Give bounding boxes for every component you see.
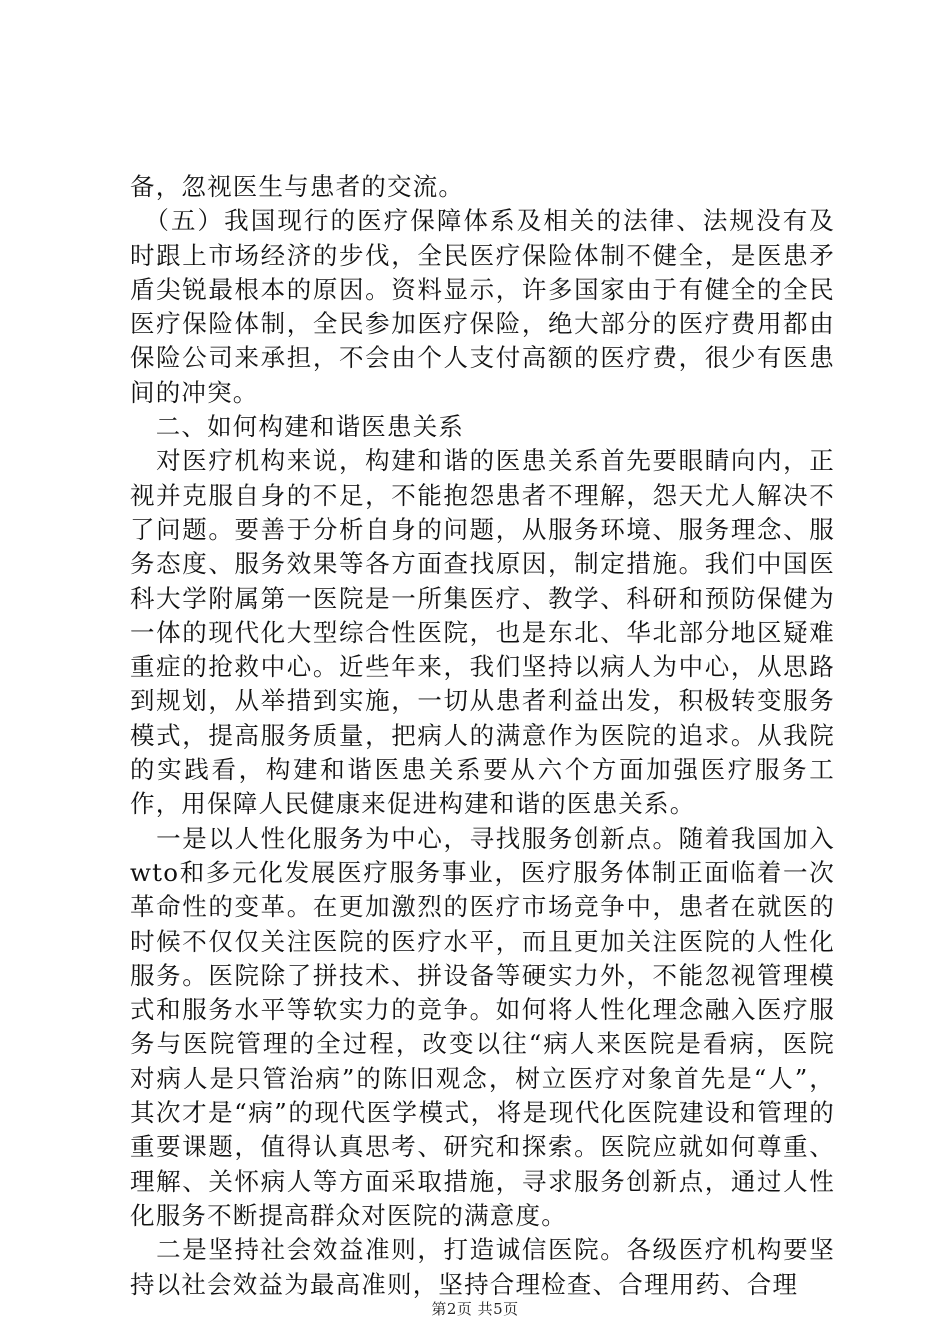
paragraph-continuation: 备，忽视医生与患者的交流。: [130, 172, 465, 201]
paragraph-social-benefit: 二是坚持社会效益准则，打造诚信医院。各级医疗机构要坚持以社会效益为最高准则，坚持合理检查、合理用药、合理: [130, 1235, 835, 1299]
paragraph-medical-institutions: 对医疗机构来说，构建和谐的医患关系首先要眼睛向内，正视并克服自身的不足，不能抱怨患者不理解，怨天尤人解决不了问题。要善于分析自身的问题，从服务环境、服务理念、服务态度、服务效果等各方面查找原因，制定措施。我们中国医科大学附属第一医院是一所集医疗、教学、科研和预防保健为一体的现代化大型综合性医院，也是东北、华北部分地区疑难重症的抢救中心。近些年来，我们坚持以病人为中心，从思路到规划，从举措到实施，一切从患者利益出发，积极转变服务模式，提高服务质量，把病人的满意作为医院的追求。从我院的实践看，构建和谐医患关系要从六个方面加强医疗服务工作，用保障人民健康来促进构建和谐的医患关系。: [130, 446, 835, 819]
paragraph-medical-insurance: （五）我国现行的医疗保障体系及相关的法律、法规没有及时跟上市场经济的步伐，全民医疗保险体制不健全，是医患矛盾尖锐最根本的原因。资料显示，许多国家由于有健全的全民医疗保险体制，全民参加医疗保险，绝大部分的医疗费用都由保险公司来承担，不会由个人支付高额的医疗费，很少有医患间的冲突。: [130, 206, 835, 407]
page-footer: 第2页 共5页: [431, 1300, 519, 1318]
paragraph-humanized-service: 一是以人性化服务为中心，寻找服务创新点。随着我国加入wto和多元化发展医疗服务事业，医疗服务体制正面临着一次革命性的变革。在更加激烈的医疗市场竞争中，患者在就医的时候不仅仅关注医院的医疗水平，而且更加关注医院的人性化服务。医院除了拼技术、拼设备等硬实力外，不能忽视管理模式和服务水平等软实力的竞争。如何将人性化理念融入医疗服务与医院管理的全过程，改变以往“病人来医院是看病，医院对病人是只管治病”的陈旧观念，树立医疗对象首先是“人”，其次才是“病”的现代医学模式，将是现代化医院建设和管理的重要课题，值得认真思考、研究和探索。医院应就如何尊重、理解、关怀病人等方面采取措施，寻求服务创新点，通过人性化服务不断提高群众对医院的满意度。: [130, 823, 835, 1230]
section-heading-harmonious-relations: 二、如何构建和谐医患关系: [130, 412, 465, 442]
document-body: [130, 170, 835, 1302]
